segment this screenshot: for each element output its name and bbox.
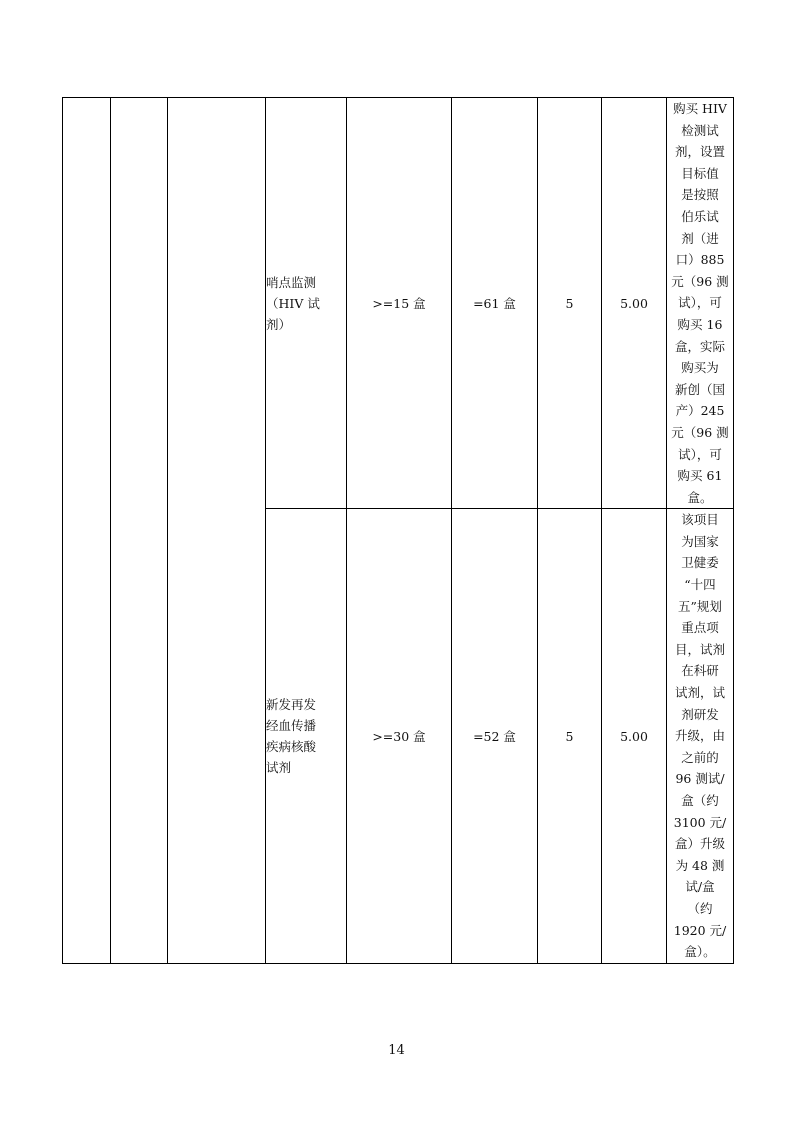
note-line: 为国家	[681, 533, 719, 549]
note-line: 试），可	[678, 295, 722, 311]
note-line: 盒）。	[684, 944, 716, 960]
note-line: 96 测试/	[675, 771, 725, 787]
note-line: 盒（约	[681, 793, 719, 808]
note-line: 产）245	[675, 403, 725, 419]
performance-table	[62, 97, 734, 964]
page-number: 14	[388, 1043, 405, 1058]
note-line: 升级，由	[674, 728, 725, 744]
indicator-line: 新发再发	[266, 697, 317, 713]
indicator-line: 剂）	[266, 316, 292, 332]
note-line: 购买为	[681, 360, 719, 376]
note-line: 购买 HIV	[673, 101, 727, 116]
note-line: 剂，设置	[674, 144, 725, 160]
note-line: 盒。	[687, 489, 713, 505]
level2-indicator-cell	[111, 98, 168, 964]
note-cell	[667, 509, 734, 963]
note-line: 盒）升级	[674, 836, 725, 852]
weight-cell: 5	[538, 509, 602, 963]
score-cell: 5.00	[602, 98, 667, 509]
indicator-cell	[266, 509, 347, 963]
note-line: 剂（进	[681, 230, 719, 246]
note-line: 3100 元/	[673, 814, 727, 830]
note-line: 盒，实际	[674, 338, 725, 354]
target-value-cell: >=15 盒	[347, 98, 452, 509]
note-line: 目，试剂	[674, 641, 725, 657]
note-line: 目标值	[681, 165, 719, 181]
note-line: （约	[687, 900, 713, 916]
note-line: 五”规划	[678, 598, 722, 614]
level1-indicator-cell	[63, 98, 111, 964]
actual-value-cell: =52 盒	[452, 509, 538, 963]
weight-cell: 5	[538, 98, 602, 509]
indicator-line: 疾病核酸	[266, 739, 317, 755]
table-row	[63, 98, 734, 509]
note-line: 试剂，试	[674, 685, 725, 701]
note-cell	[667, 98, 734, 509]
target-value-cell: >=30 盒	[347, 509, 452, 963]
indicator-line: 哨点监测	[266, 274, 317, 290]
note-line: 元（96 测	[671, 424, 729, 440]
note-line: “十四	[684, 577, 716, 593]
actual-value-cell: =61 盒	[452, 98, 538, 509]
indicator-line: 试剂	[266, 760, 292, 776]
note-line: 在科研	[681, 663, 719, 679]
note-line: 剂研发	[681, 706, 719, 722]
indicator-line: （HIV 试	[266, 295, 320, 311]
indicator-cell	[266, 98, 347, 509]
note-line: 检测试	[681, 122, 719, 138]
note-line: 购买 61	[677, 468, 723, 484]
score-cell: 5.00	[602, 509, 667, 963]
level3-indicator-cell	[168, 98, 266, 964]
note-line: 伯乐试	[681, 208, 719, 224]
note-line: 卫健委	[681, 555, 719, 571]
note-line: 之前的	[681, 749, 719, 765]
note-line: 试/盒	[685, 879, 715, 895]
note-line: 元（96 测	[671, 273, 729, 289]
note-line: 试），可	[678, 446, 722, 462]
note-line: 是按照	[681, 187, 719, 203]
note-line: 新创（国	[674, 381, 725, 397]
indicator-line: 经血传播	[266, 718, 317, 734]
note-line: 口）885	[675, 252, 725, 268]
note-line: 为 48 测	[675, 857, 725, 873]
note-line: 重点项	[681, 620, 719, 636]
note-line: 1920 元/	[673, 922, 727, 938]
note-line: 该项目	[681, 512, 719, 528]
note-line: 购买 16	[677, 316, 723, 332]
